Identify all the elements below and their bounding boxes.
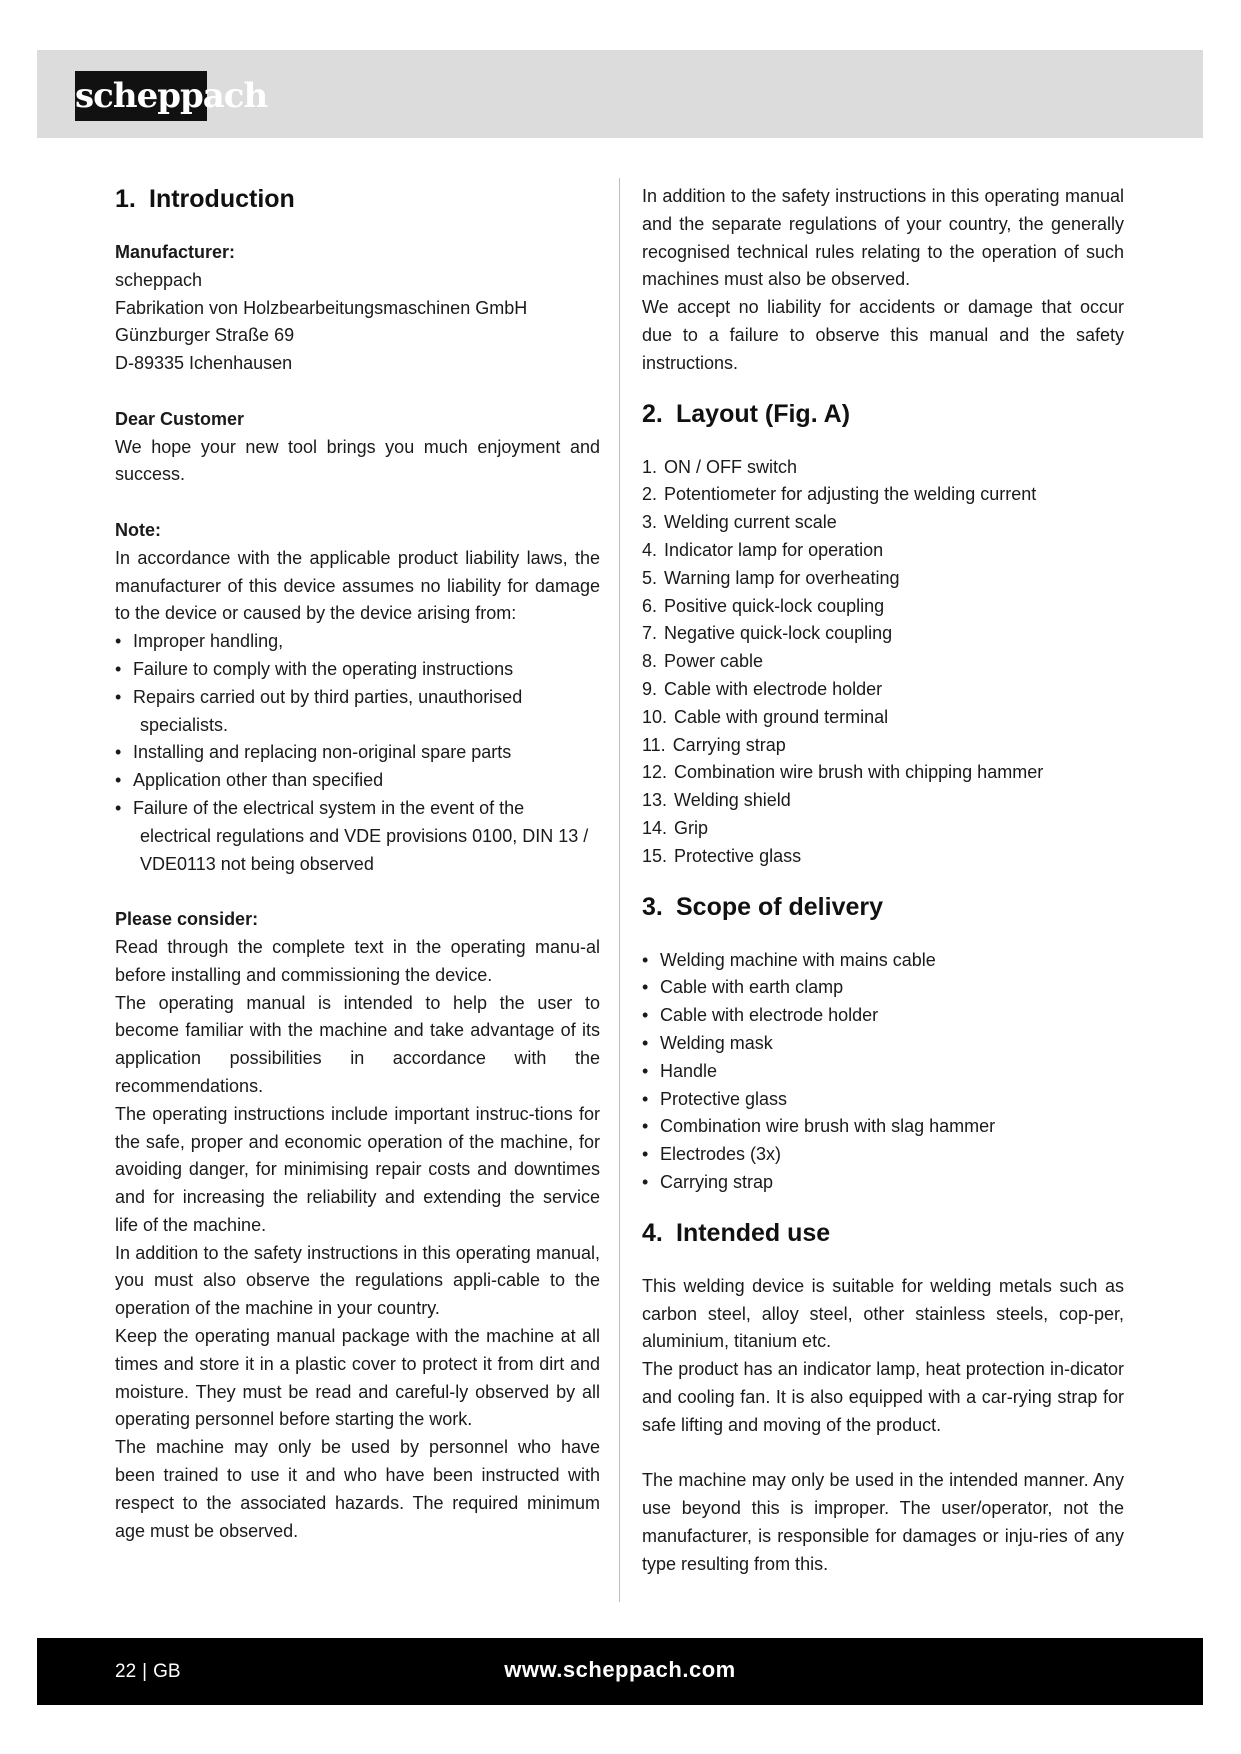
website-link[interactable]: www.scheppach.com xyxy=(504,1657,736,1682)
paragraph: The operating instructions include important instruc-tions for the safe, proper and economic operation of the machine, for avoiding danger, for minimising repair costs and downtimes and for increasing the reliability and extending the service life of the machine. xyxy=(115,1103,600,1235)
list-item: 9. Cable with electrode holder xyxy=(642,678,883,699)
list-item: 10. Cable with ground terminal xyxy=(642,706,889,727)
list-item: • Welding mask xyxy=(642,1030,1124,1058)
manufacturer-line: Günzburger Straße 69 xyxy=(115,325,295,346)
page-footer xyxy=(37,1638,1203,1705)
list-item: 2. Potentiometer for adjusting the welding current xyxy=(642,484,1037,505)
list-item: • Failure of the electrical system in the event of the electrical regulations and VDE provisions 0100, DIN 13 / VDE0113 not being observed xyxy=(115,795,600,878)
right-column xyxy=(642,183,1124,1578)
section-heading-scope-of-delivery: 3. Scope of delivery xyxy=(642,892,884,921)
paragraph: Read through the complete text in the operating manu-al before installing and commissioning the device. xyxy=(115,936,600,985)
list-item: 15. Protective glass xyxy=(642,845,802,866)
list-item: • Welding machine with mains cable xyxy=(642,947,1124,975)
list-item: 6. Positive quick-lock coupling xyxy=(642,595,885,616)
section-heading-layout: 2. Layout (Fig. A) xyxy=(642,399,851,428)
list-item: 4. Indicator lamp for operation xyxy=(642,539,884,560)
page-number: 22 | GB xyxy=(115,1661,181,1682)
list-item: 5. Warning lamp for overheating xyxy=(642,567,900,588)
list-item: 8. Power cable xyxy=(642,651,764,672)
note-label: Note: xyxy=(115,519,161,540)
paragraph: The operating manual is intended to help the user to become familiar with the machine and take advantage of its application possibilities in accordance with the recommendations. xyxy=(115,992,600,1096)
paragraph: This welding device is suitable for welding metals such as carbon steel, alloy steel, other stainless steels, cop-per, aluminium, titanium etc. xyxy=(642,1275,1124,1352)
paragraph: The machine may only be used by personnel who have been trained to use it and who have been instructed with respect to the associated hazards. The required minimum age must be observed. xyxy=(115,1437,600,1541)
list-item: • Application other than specified xyxy=(115,767,600,795)
list-item: 14. Grip xyxy=(642,817,709,838)
list-item: 1. ON / OFF switch xyxy=(642,456,798,477)
manufacturer-label: Manufacturer: xyxy=(115,242,236,262)
note-text: In accordance with the applicable product liability laws, the manufacturer of this device assumes no liability for damage to the device or caused by the device arising from: xyxy=(115,547,600,624)
dear-customer-text: We hope your new tool brings you much enjoyment and success. xyxy=(115,436,600,485)
list-item: 7. Negative quick-lock coupling xyxy=(642,623,893,644)
section-heading-introduction: 1. Introduction xyxy=(115,185,295,213)
paragraph: The machine may only be used in the intended manner. Any use beyond this is improper. The user/operator, not the manufacturer, is responsible for damages or inju-ries of any type resulting from this. xyxy=(642,1470,1124,1574)
manufacturer-line: Fabrikation von Holzbearbeitungsmaschinen GmbH xyxy=(115,297,528,318)
list-item: 13. Welding shield xyxy=(642,790,791,811)
list-item: 11. Carrying strap xyxy=(642,734,786,755)
paragraph: We accept no liability for accidents or damage that occur due to a failure to observe this manual and the safety instructions. xyxy=(642,297,1124,373)
list-item: 12. Combination wire brush with chipping hammer xyxy=(642,762,1044,783)
list-item: • Handle xyxy=(642,1058,1124,1086)
list-item: • Improper handling, xyxy=(115,628,600,656)
list-item: 3. Welding current scale xyxy=(642,512,837,533)
list-item: • Combination wire brush with slag hammer xyxy=(642,1113,1124,1141)
section-heading-intended-use: 4. Intended use xyxy=(642,1218,831,1247)
page-header xyxy=(37,50,1203,138)
please-consider-label: Please consider: xyxy=(115,909,259,930)
list-item: • Failure to comply with the operating instructions xyxy=(115,656,600,684)
delivery-list xyxy=(642,947,1124,1197)
paragraph: The product has an indicator lamp, heat protection in-dicator and cooling fan. It is also equipped with a car-rying strap for safe lifting and moving of the product. xyxy=(642,1359,1124,1435)
layout-list xyxy=(642,454,1124,871)
list-item: • Electrodes (3x) xyxy=(642,1141,1124,1169)
paragraph: In addition to the safety instructions in this operating manual, you must also observe the regulations appli-cable to the operation of the machine in your country. xyxy=(115,1242,600,1319)
scheppach-logo: scheppach xyxy=(75,71,207,121)
list-item: • Cable with electrode holder xyxy=(642,1002,1124,1030)
paragraph: In addition to the safety instructions in this operating manual and the separate regulations of your country, the generally recognised technical rules relating to the operation of such machines must also be observed. xyxy=(642,186,1124,290)
paragraph: Keep the operating manual package with the machine at all times and store it in a plastic cover to protect it from dirt and moisture. They must be read and careful-ly observed by all operating personnel before starting the work. xyxy=(115,1326,600,1430)
left-column xyxy=(115,183,600,1545)
list-item: • Carrying strap xyxy=(642,1169,1124,1197)
liability-list xyxy=(115,628,600,878)
list-item: • Installing and replacing non-original spare parts xyxy=(115,739,600,767)
list-item: • Repairs carried out by third parties, unauthorised specialists. xyxy=(115,684,600,740)
manufacturer-line: scheppach xyxy=(115,269,203,290)
list-item: • Protective glass xyxy=(642,1086,1124,1114)
column-divider xyxy=(619,178,620,1602)
list-item: • Cable with earth clamp xyxy=(642,974,1124,1002)
dear-customer-label: Dear Customer xyxy=(115,408,245,429)
manufacturer-line: D-89335 Ichenhausen xyxy=(115,353,293,374)
